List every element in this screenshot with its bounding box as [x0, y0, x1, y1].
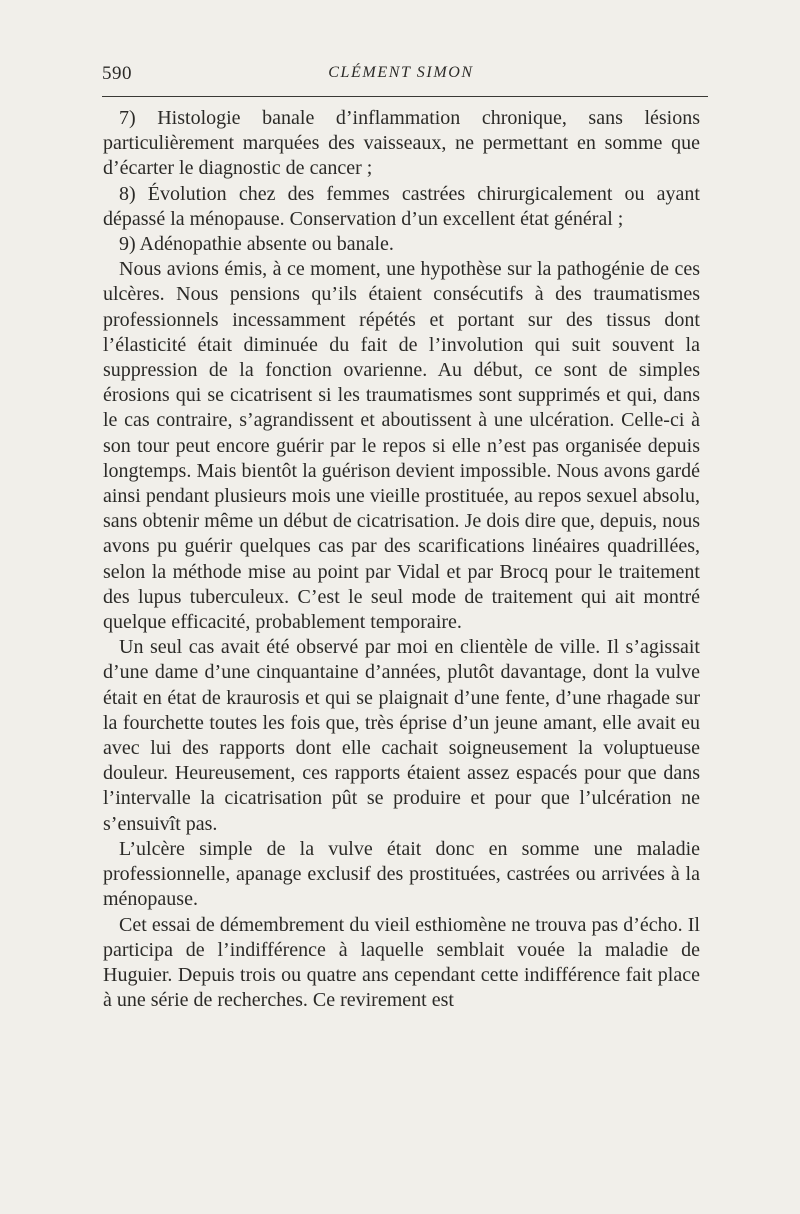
paragraph-item-7: 7) Histologie banale d’inflammation chronique, sans lésions particulièrement marquées des vaisseaux, ne permettant en somme que d’écarter le diagnostic de cancer ;	[103, 107, 700, 180]
paragraph-pathogenesis: Nous avions émis, à ce moment, une hypothèse sur la pathogénie de ces ulcères. Nous pensions qu’ils étaient consécutifs à des traumatismes professionnels incessamment répétés et portant sur des tissus dont l’élasticité était diminuée du fait de l’involution qui suit souvent la suppression de la fonction ovarienne. Au début, ce sont de simples érosions qui se cicatrisent si les traumatismes sont supprimés et qui, dans le cas contraire, s’agrandissent et aboutissent à une ulcération. Celle-ci à son tour peut encore guérir par le repos si elle n’est pas organisée depuis longtemps. Mais bientôt la guérison devient impossible. Nous avons gardé ainsi pendant plusieurs mois une vieille prostituée, au repos sexuel absolu, sans obtenir même un début de cicatrisation. Je dois dire que, depuis, nous avons pu guérir quelques cas par des scarifications linéaires quadrillées, selon la méthode mise au point par Vidal et par Brocq pour le traitement des lupus tuberculeux. C’est le seul mode de traitement qui ait montré quelque efficacité, probablement temporaire.	[103, 258, 700, 634]
paragraph-case: Un seul cas avait été observé par moi en clientèle de ville. Il s’agissait d’une dame d’une cinquantaine d’années, plutôt davantage, dont la vulve était en état de kraurosis et qui se plaignait d’une fente, d’une rhagade sur la fourchette toutes les fois que, très éprise d’un jeune amant, elle avait eu avec lui des rapports dont elle cachait soigneusement la voluptueuse douleur. Heureusement, ces rapports étaient assez espacés pour que dans l’intervalle la cicatrisation pût se produire et pour que l’ulcération ne s’ensuivît pas.	[103, 636, 700, 835]
running-title: CLÉMENT SIMON	[328, 64, 474, 81]
paragraph-conclusion: L’ulcère simple de la vulve était donc en somme une maladie professionnelle, apanage exclusif des prostituées, castrées ou arrivées à la ménopause.	[103, 837, 700, 911]
running-head	[102, 63, 700, 87]
paragraph-item-8: 8) Évolution chez des femmes castrées chirurgicalement ou ayant dépassé la ménopause. Conservation d’un excellent état général ;	[103, 182, 700, 230]
paragraph-item-9: 9) Adénopathie absente ou banale.	[119, 233, 394, 256]
header-rule	[102, 96, 708, 97]
page-number: 590	[102, 63, 132, 84]
body-text	[103, 106, 700, 1013]
paragraph-reception: Cet essai de démembrement du vieil esthiomène ne trouva pas d’écho. Il participa de l’indifférence à laquelle semblait vouée la maladie de Huguier. Depuis trois ou quatre ans cependant cette indifférence fait place à une série de recherches. Ce revirement est	[103, 913, 700, 1012]
